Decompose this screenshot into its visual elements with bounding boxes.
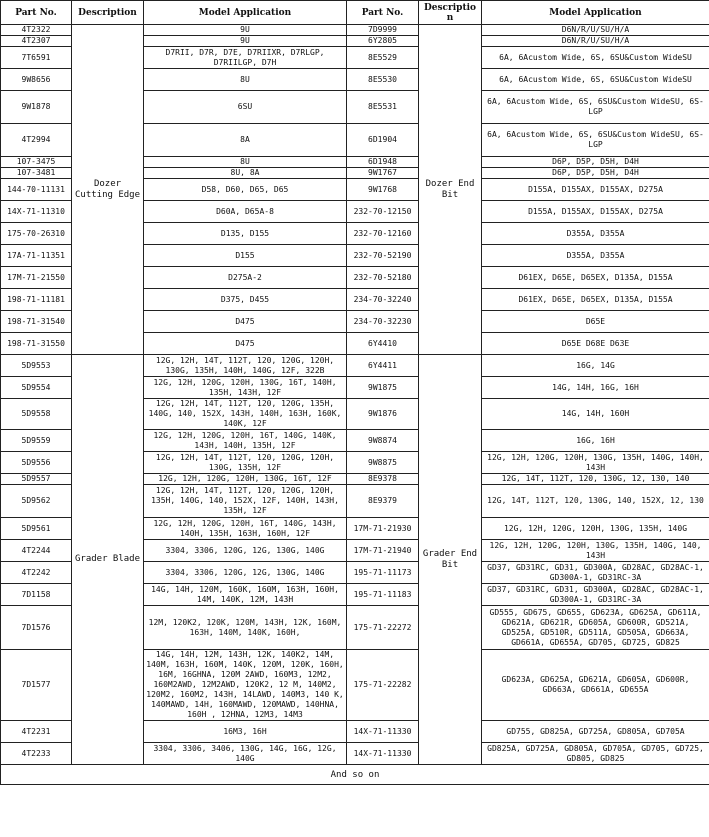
model-application-right: 12G, 12H, 120G, 120H, 130G, 135H, 140G, 140H, 143H — [482, 452, 709, 474]
part-number-right: 8E5529 — [347, 47, 419, 69]
model-application-left: 3304, 3306, 3406, 130G, 14G, 16G, 12G, 140G — [144, 743, 347, 765]
part-number-right: 14X-71-11330 — [347, 743, 419, 765]
model-application-right: D65E D68E D63E — [482, 333, 709, 355]
part-number-left: 5D9562 — [1, 485, 72, 518]
part-number-left: 5D9554 — [1, 377, 72, 399]
part-number-right: 175-71-22272 — [347, 606, 419, 650]
part-number-right: 234-70-32230 — [347, 311, 419, 333]
part-number-right: 232-70-52190 — [347, 245, 419, 267]
part-number-right: 175-71-22282 — [347, 650, 419, 721]
header-part-no-right: Part No. — [347, 1, 419, 25]
part-number-right: 6Y2805 — [347, 36, 419, 47]
model-application-left: 3304, 3306, 120G, 12G, 130G, 140G — [144, 540, 347, 562]
model-application-right: 14G, 14H, 160H — [482, 399, 709, 430]
model-application-left: D375, D455 — [144, 289, 347, 311]
model-application-right: 12G, 12H, 120G, 120H, 130G, 135H, 140G — [482, 518, 709, 540]
model-application-left: D155 — [144, 245, 347, 267]
model-application-left: 12G, 12H, 14T, 112T, 120, 120G, 120H, 130G, 135H, 12F — [144, 452, 347, 474]
model-application-left: 12G, 12H, 120G, 120H, 16T, 140G, 140K, 143H, 140H, 135H, 12F — [144, 430, 347, 452]
part-number-left: 5D9559 — [1, 430, 72, 452]
model-application-right: D155A, D155AX, D155AX, D275A — [482, 179, 709, 201]
part-number-left: 17M-71-21550 — [1, 267, 72, 289]
model-application-right: D6P, D5P, D5H, D4H — [482, 157, 709, 168]
model-application-right: GD37, GD31RC, GD31, GD300A, GD28AC, GD28AC-1, GD300A-1, GD31RC-3A — [482, 562, 709, 584]
model-application-left: D135, D155 — [144, 223, 347, 245]
part-number-right: 9W1876 — [347, 399, 419, 430]
model-application-right: 14G, 14H, 16G, 16H — [482, 377, 709, 399]
part-number-left: 198-71-31540 — [1, 311, 72, 333]
part-number-right: 6Y4411 — [347, 355, 419, 377]
part-number-left: 4T2242 — [1, 562, 72, 584]
part-number-left: 175-70-26310 — [1, 223, 72, 245]
part-number-left: 7T6591 — [1, 47, 72, 69]
header-description-left: Description — [72, 1, 144, 25]
model-application-right: GD555, GD675, GD655, GD623A, GD625A, GD611A, GD621A, GD621R, GD605A, GD600R, GD521A, GD525A, GD510R, GD511A, GD505A, GD663A, GD661A, GD655A, GD705, GD725, GD825 — [482, 606, 709, 650]
model-application-left: D7RII, D7R, D7E, D7RIIXR, D7RLGP, D7RIILGP, D7H — [144, 47, 347, 69]
model-application-left: 12G, 12H, 14T, 112T, 120, 120G, 120H, 130G, 135H, 140H, 140G, 12F, 322B — [144, 355, 347, 377]
header-model-application-right: Model Application — [482, 1, 709, 25]
model-application-left: D475 — [144, 333, 347, 355]
model-application-left: 9U — [144, 36, 347, 47]
model-application-right: D65E — [482, 311, 709, 333]
description-right: Grader End Bit — [419, 355, 482, 765]
model-application-left: D58, D60, D65, D65 — [144, 179, 347, 201]
table-body — [1, 25, 709, 765]
model-application-right: D355A, D355A — [482, 223, 709, 245]
model-application-right: D6P, D5P, D5H, D4H — [482, 168, 709, 179]
table-row — [1, 25, 709, 36]
model-application-left: 12G, 12H, 120G, 120H, 16T, 140G, 143H, 140H, 135H, 163H, 160H, 12F — [144, 518, 347, 540]
model-application-right: 16G, 16H — [482, 430, 709, 452]
model-application-right: D61EX, D65E, D65EX, D135A, D155A — [482, 267, 709, 289]
part-number-right: 9W1768 — [347, 179, 419, 201]
model-application-right: GD755, GD825A, GD725A, GD805A, GD705A — [482, 721, 709, 743]
part-number-left: 4T2307 — [1, 36, 72, 47]
header-model-application-left: Model Application — [144, 1, 347, 25]
part-number-right: 9W1875 — [347, 377, 419, 399]
header-description-right: Description — [419, 1, 482, 25]
part-number-right: 6D1948 — [347, 157, 419, 168]
part-number-left: 5D9556 — [1, 452, 72, 474]
model-application-right: 6A, 6Acustom Wide, 6S, 6SU&Custom WideSU, 6S-LGP — [482, 124, 709, 157]
part-number-left: 107-3481 — [1, 168, 72, 179]
model-application-right: 6A, 6Acustom Wide, 6S, 6SU&Custom WideSU, 6S-LGP — [482, 91, 709, 124]
model-application-right: GD825A, GD725A, GD805A, GD705A, GD705, GD725, GD805, GD825 — [482, 743, 709, 765]
part-number-left: 14X-71-11310 — [1, 201, 72, 223]
model-application-left: D275A-2 — [144, 267, 347, 289]
model-application-right: 6A, 6Acustom Wide, 6S, 6SU&Custom WideSU — [482, 47, 709, 69]
model-application-right: GD37, GD31RC, GD31, GD300A, GD28AC, GD28AC-1, GD300A-1, GD31RC-3A — [482, 584, 709, 606]
description-left: Dozer Cutting Edge — [72, 25, 144, 355]
part-number-right: 9W8874 — [347, 430, 419, 452]
part-number-right: 232-70-12150 — [347, 201, 419, 223]
part-number-left: 7D1576 — [1, 606, 72, 650]
model-application-left: 8U — [144, 157, 347, 168]
part-number-left: 198-71-31550 — [1, 333, 72, 355]
part-number-right: 8E5530 — [347, 69, 419, 91]
model-application-right: 6A, 6Acustom Wide, 6S, 6SU&Custom WideSU — [482, 69, 709, 91]
model-application-left: 3304, 3306, 120G, 12G, 130G, 140G — [144, 562, 347, 584]
part-number-left: 5D9561 — [1, 518, 72, 540]
model-application-right: 12G, 12H, 120G, 120H, 130G, 135H, 140G, 140, 143H — [482, 540, 709, 562]
model-application-left: 8U — [144, 69, 347, 91]
model-application-left: 14G, 14H, 12M, 143H, 12K, 140K2, 14M, 140M, 163H, 160M, 140K, 120M, 120K, 160H, 16M, 16GHNA, 120M 2AWD, 160M3, 12M2, 160M2AWD, 12M2AWD, 120K2, 12 M, 140M2, 120M2, 160M2, 143H, 14LAWD, 140M3, 140 K, 140MAWD, 14H, 160MAWD, 120MAWD, 140HNA, 160H , 12HNA, 12M3, 14M3 — [144, 650, 347, 721]
model-application-left: D60A, D65A-8 — [144, 201, 347, 223]
part-number-left: 4T2231 — [1, 721, 72, 743]
part-number-right: 6D1904 — [347, 124, 419, 157]
model-application-right: 12G, 14T, 112T, 120, 130G, 12, 130, 140 — [482, 474, 709, 485]
part-number-left: 9W8656 — [1, 69, 72, 91]
part-number-left: 17A-71-11351 — [1, 245, 72, 267]
model-application-left: 12G, 12H, 120G, 120H, 130G, 16T, 140H, 135H, 143H, 12F — [144, 377, 347, 399]
part-number-left: 5D9557 — [1, 474, 72, 485]
model-application-left: D475 — [144, 311, 347, 333]
model-application-right: GD623A, GD625A, GD621A, GD605A, GD600R, GD663A, GD661A, GD655A — [482, 650, 709, 721]
model-application-left: 6SU — [144, 91, 347, 124]
model-application-left: 14G, 14H, 120M, 160K, 160M, 163H, 160H, 14M, 140K, 12M, 143H — [144, 584, 347, 606]
part-number-right: 6Y4410 — [347, 333, 419, 355]
model-application-left: 12G, 12H, 14T, 112T, 120, 120G, 135H, 140G, 140, 152X, 143H, 140H, 163H, 160K, 140K, 12F — [144, 399, 347, 430]
part-number-right: 8E9379 — [347, 485, 419, 518]
model-application-left: 16M3, 16H — [144, 721, 347, 743]
header-row — [1, 1, 709, 25]
part-number-left: 4T2233 — [1, 743, 72, 765]
part-number-right: 17M-71-21940 — [347, 540, 419, 562]
part-number-right: 7D9999 — [347, 25, 419, 36]
model-application-left: 12G, 12H, 14T, 112T, 120, 120G, 120H, 135H, 140G, 140, 152X, 12F, 140H, 143H, 135H, 12F — [144, 485, 347, 518]
part-number-right: 8E5531 — [347, 91, 419, 124]
part-number-left: 7D1577 — [1, 650, 72, 721]
part-number-left: 5D9553 — [1, 355, 72, 377]
model-application-right: D6N/R/U/SU/H/A — [482, 25, 709, 36]
footer-note: And so on — [1, 765, 709, 785]
part-number-right: 195-71-11173 — [347, 562, 419, 584]
part-number-right: 14X-71-11330 — [347, 721, 419, 743]
part-number-right: 234-70-32240 — [347, 289, 419, 311]
part-number-right: 9W8875 — [347, 452, 419, 474]
model-application-left: 8A — [144, 124, 347, 157]
model-application-right: D355A, D355A — [482, 245, 709, 267]
part-number-left: 107-3475 — [1, 157, 72, 168]
part-number-left: 198-71-11181 — [1, 289, 72, 311]
part-number-left: 5D9558 — [1, 399, 72, 430]
part-number-right: 232-70-52180 — [347, 267, 419, 289]
model-application-left: 8U, 8A — [144, 168, 347, 179]
model-application-right: D155A, D155AX, D155AX, D275A — [482, 201, 709, 223]
header-part-no-left: Part No. — [1, 1, 72, 25]
part-number-left: 4T2322 — [1, 25, 72, 36]
part-number-left: 4T2994 — [1, 124, 72, 157]
model-application-right: D61EX, D65E, D65EX, D135A, D155A — [482, 289, 709, 311]
description-left: Grader Blade — [72, 355, 144, 765]
part-number-right: 232-70-12160 — [347, 223, 419, 245]
part-number-right: 17M-71-21930 — [347, 518, 419, 540]
part-number-right: 9W1767 — [347, 168, 419, 179]
model-application-left: 9U — [144, 25, 347, 36]
model-application-right: 16G, 14G — [482, 355, 709, 377]
part-number-right: 8E9378 — [347, 474, 419, 485]
part-number-left: 4T2244 — [1, 540, 72, 562]
part-number-left: 7D1158 — [1, 584, 72, 606]
model-application-right: D6N/R/U/SU/H/A — [482, 36, 709, 47]
part-number-left: 9W1878 — [1, 91, 72, 124]
footer-row — [1, 765, 709, 785]
table-row — [1, 355, 709, 377]
model-application-left: 12G, 12H, 120G, 120H, 130G, 16T, 12F — [144, 474, 347, 485]
description-right: Dozer End Bit — [419, 25, 482, 355]
model-application-right: 12G, 14T, 112T, 120, 130G, 140, 152X, 12, 130 — [482, 485, 709, 518]
part-number-right: 195-71-11183 — [347, 584, 419, 606]
model-application-left: 12M, 120K2, 120K, 120M, 143H, 12K, 160M, 163H, 140M, 140K, 160H, — [144, 606, 347, 650]
part-number-left: 144-70-11131 — [1, 179, 72, 201]
